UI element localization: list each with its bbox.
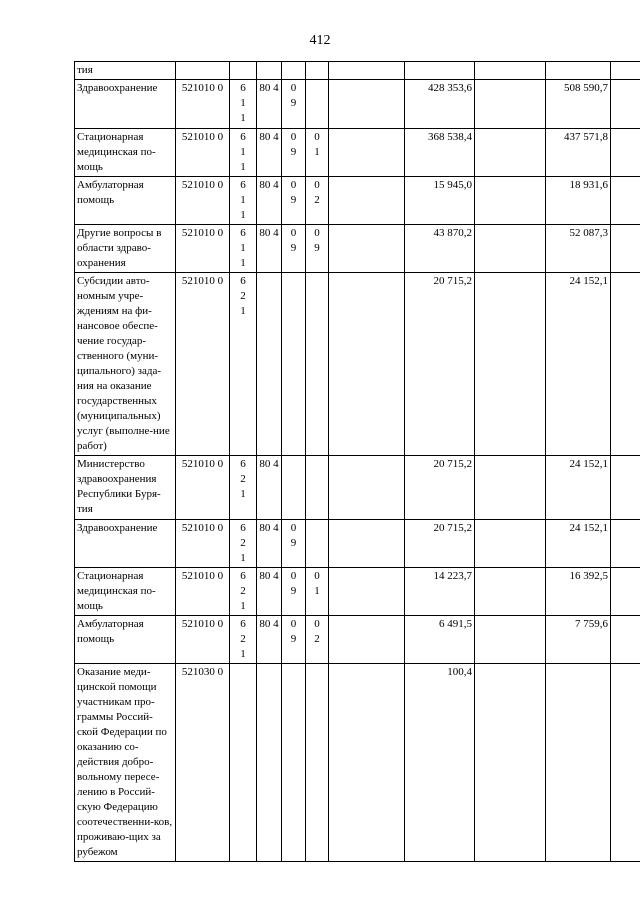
row-sum-5 [611, 568, 640, 616]
row-ved: 80 4 [257, 129, 282, 177]
row-sum-5 [611, 62, 640, 80]
row-code: 521010 0 [176, 177, 230, 225]
row-sum-1 [329, 62, 405, 80]
row-rz [282, 664, 306, 862]
row-code [176, 62, 230, 80]
row-rz [282, 456, 306, 520]
row-vr: 6 1 1 [230, 177, 257, 225]
row-rz [282, 62, 306, 80]
row-rz: 0 9 [282, 616, 306, 664]
row-sum-5 [611, 129, 640, 177]
row-vr: 6 2 1 [230, 456, 257, 520]
row-sum-3 [475, 177, 546, 225]
row-sum-4: 18 931,6 [546, 177, 611, 225]
row-ved: 80 4 [257, 520, 282, 568]
row-pr [306, 664, 329, 862]
row-sum-2: 43 870,2 [405, 225, 475, 273]
row-vr: 6 2 1 [230, 616, 257, 664]
row-sum-3 [475, 129, 546, 177]
row-sum-1 [329, 273, 405, 456]
row-pr: 0 1 [306, 129, 329, 177]
row-sum-3 [475, 273, 546, 456]
row-ved: 80 4 [257, 456, 282, 520]
row-sum-5 [611, 456, 640, 520]
row-name: Стационарная медицинская по-мощь [75, 129, 176, 177]
table-row [75, 520, 640, 568]
row-code: 521010 0 [176, 568, 230, 616]
row-code: 521010 0 [176, 225, 230, 273]
row-name: Оказание меди-цинской помощи участникам про-граммы Россий-ской Федерации по оказанию со-действия добро-вольному пересе-лению в Россий-скую Федерацию соотечественни-ков, проживаю-щих за рубежом [75, 664, 176, 862]
row-pr [306, 520, 329, 568]
row-ved: 80 4 [257, 568, 282, 616]
row-name: Другие вопросы в области здраво-охранения [75, 225, 176, 273]
row-sum-4: 7 759,6 [546, 616, 611, 664]
row-pr: 0 1 [306, 568, 329, 616]
row-sum-1 [329, 177, 405, 225]
row-vr: 6 1 1 [230, 129, 257, 177]
row-sum-3 [475, 568, 546, 616]
row-rz: 0 9 [282, 177, 306, 225]
row-code: 521010 0 [176, 129, 230, 177]
table-row [75, 273, 640, 456]
table-body [75, 62, 640, 862]
row-sum-3 [475, 616, 546, 664]
row-sum-5 [611, 520, 640, 568]
row-ved: 80 4 [257, 225, 282, 273]
row-sum-3 [475, 80, 546, 129]
row-name: Амбулаторная помощь [75, 177, 176, 225]
row-sum-5 [611, 664, 640, 862]
row-sum-1 [329, 456, 405, 520]
row-sum-5 [611, 273, 640, 456]
row-vr: 6 2 1 [230, 520, 257, 568]
row-vr: 6 2 1 [230, 568, 257, 616]
row-sum-2: 20 715,2 [405, 520, 475, 568]
row-sum-2: 15 945,0 [405, 177, 475, 225]
row-code: 521010 0 [176, 80, 230, 129]
row-sum-2: 6 491,5 [405, 616, 475, 664]
row-sum-2: 100,4 [405, 664, 475, 862]
table-row [75, 62, 640, 80]
row-name: Министерство здравоохранения Республики Буря-тия [75, 456, 176, 520]
row-sum-5 [611, 177, 640, 225]
row-rz: 0 9 [282, 129, 306, 177]
row-code: 521010 0 [176, 456, 230, 520]
row-sum-3 [475, 62, 546, 80]
row-ved [257, 62, 282, 80]
row-code: 521030 0 [176, 664, 230, 862]
row-name: Здравоохранение [75, 520, 176, 568]
row-name: Субсидии авто-номным учре-ждениям на фи-нансовое обеспе-чение государ-ственного (муни-ципального) зада-ния на оказание государственных (муниципальных) услуг (выполне-ние работ) [75, 273, 176, 456]
row-pr [306, 62, 329, 80]
row-sum-3 [475, 664, 546, 862]
row-sum-1 [329, 664, 405, 862]
table-row [75, 129, 640, 177]
row-rz: 0 9 [282, 225, 306, 273]
row-sum-5 [611, 80, 640, 129]
row-sum-4: 437 571,8 [546, 129, 611, 177]
row-sum-1 [329, 225, 405, 273]
row-sum-2: 368 538,4 [405, 129, 475, 177]
row-sum-2 [405, 62, 475, 80]
row-name: Здравоохранение [75, 80, 176, 129]
row-pr: 0 9 [306, 225, 329, 273]
row-sum-4: 24 152,1 [546, 520, 611, 568]
table-row [75, 225, 640, 273]
row-vr [230, 62, 257, 80]
row-name: тия [75, 62, 176, 80]
row-code: 521010 0 [176, 520, 230, 568]
row-sum-4: 24 152,1 [546, 456, 611, 520]
row-sum-4 [546, 664, 611, 862]
row-sum-4: 52 087,3 [546, 225, 611, 273]
row-ved [257, 273, 282, 456]
table-row [75, 616, 640, 664]
row-sum-4: 508 590,7 [546, 80, 611, 129]
row-sum-4 [546, 62, 611, 80]
row-sum-1 [329, 80, 405, 129]
row-vr [230, 664, 257, 862]
table-row [75, 664, 640, 862]
row-sum-5 [611, 616, 640, 664]
table-row [75, 80, 640, 129]
row-sum-1 [329, 568, 405, 616]
page-number: 412 [309, 33, 331, 48]
row-ved: 80 4 [257, 616, 282, 664]
row-ved [257, 664, 282, 862]
row-pr: 0 2 [306, 616, 329, 664]
table-row [75, 568, 640, 616]
row-pr: 0 2 [306, 177, 329, 225]
row-name: Амбулаторная помощь [75, 616, 176, 664]
row-code: 521010 0 [176, 616, 230, 664]
row-vr: 6 2 1 [230, 273, 257, 456]
row-code: 521010 0 [176, 273, 230, 456]
row-pr [306, 456, 329, 520]
row-rz: 0 9 [282, 568, 306, 616]
table-row [75, 456, 640, 520]
row-sum-2: 20 715,2 [405, 456, 475, 520]
budget-table [74, 61, 640, 862]
row-pr [306, 273, 329, 456]
row-ved: 80 4 [257, 177, 282, 225]
table-row [75, 177, 640, 225]
row-sum-2: 14 223,7 [405, 568, 475, 616]
row-sum-4: 16 392,5 [546, 568, 611, 616]
row-rz: 0 9 [282, 520, 306, 568]
row-sum-5 [611, 225, 640, 273]
row-sum-3 [475, 520, 546, 568]
row-sum-2: 20 715,2 [405, 273, 475, 456]
row-sum-1 [329, 520, 405, 568]
row-sum-3 [475, 456, 546, 520]
row-vr: 6 1 1 [230, 80, 257, 129]
row-ved: 80 4 [257, 80, 282, 129]
row-sum-4: 24 152,1 [546, 273, 611, 456]
row-sum-1 [329, 129, 405, 177]
row-vr: 6 1 1 [230, 225, 257, 273]
row-name: Стационарная медицинская по-мощь [75, 568, 176, 616]
row-sum-2: 428 353,6 [405, 80, 475, 129]
row-sum-1 [329, 616, 405, 664]
row-sum-3 [475, 225, 546, 273]
row-rz: 0 9 [282, 80, 306, 129]
row-pr [306, 80, 329, 129]
row-rz [282, 273, 306, 456]
